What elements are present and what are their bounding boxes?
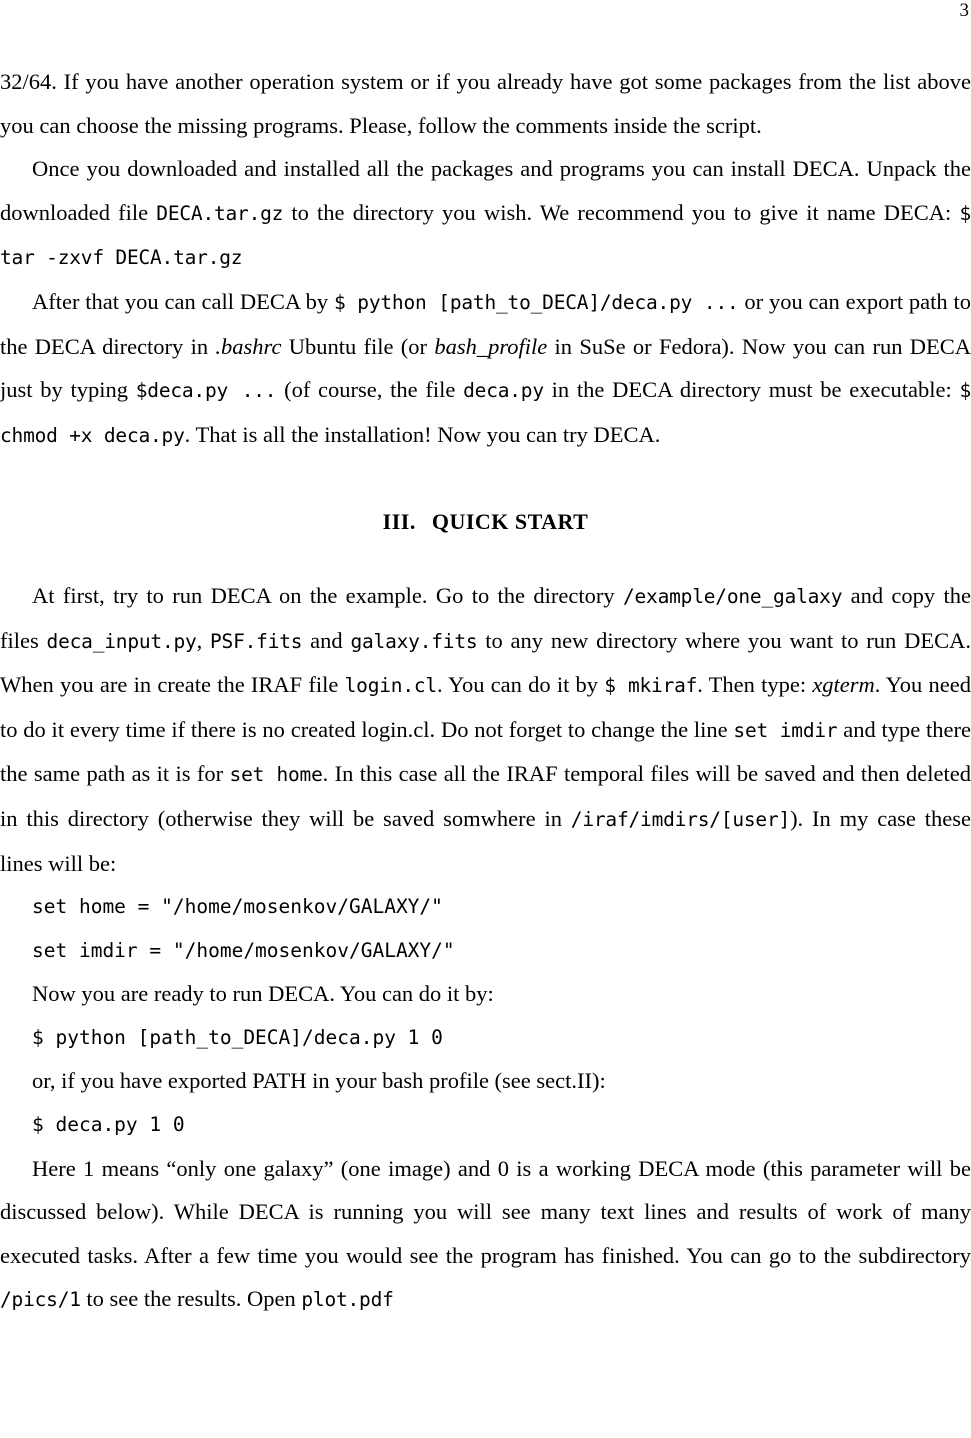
paragraph-run-deca <box>0 280 971 457</box>
text-run: to the directory you wish. We recommend you to give it name DECA: <box>283 199 960 225</box>
text-run: . In this case all the IRAF temporal files will be saved and then deleted in this directory (otherwise they will be saved somwhere in <box>0 761 971 831</box>
paragraph-unpack <box>0 147 971 280</box>
code-line: $ deca.py 1 0 <box>32 1113 185 1137</box>
text-run: . That is all the installation! Now you can try DECA. <box>184 421 661 447</box>
page-number: 3 <box>959 0 969 21</box>
paragraph-example <box>0 574 971 885</box>
code-filename: PSF.fits <box>210 629 303 653</box>
text-run: in SuSe or Fedora). Now you can run DECA just by typing <box>0 333 971 403</box>
code-command: $ python [path_to_DECA]/deca.py ... <box>334 290 739 314</box>
code-path: /pics/1 <box>0 1288 81 1312</box>
text-run: , <box>196 627 211 653</box>
text-run: Here 1 means “only one galaxy” (one image) and 0 is a working DECA mode (this parameter will be discussed below). While DECA is running you will see many text lines and results of work of many executed tasks. After a few time you would see the program has finished. You can go to the subdirectory <box>0 1155 971 1268</box>
text-run: . You can do it by <box>436 672 605 698</box>
text-run: and copy the files <box>0 582 971 653</box>
paragraph-ready <box>0 972 971 1016</box>
text-run: and type there the same path as it is for <box>0 716 971 787</box>
code-filename: galaxy.fits <box>350 629 478 653</box>
text-run: Once you downloaded and installed all the packages and programs you can install DECA. Unpack the downloaded file <box>0 156 971 225</box>
section-title: QUICK START <box>431 509 589 535</box>
code-command: set home <box>229 763 323 787</box>
italic-term: xgterm <box>812 672 875 698</box>
code-filename: plot.pdf <box>301 1288 394 1312</box>
text-run: ). In my case these lines will be: <box>0 805 971 876</box>
text-run: . You need to do it every time if there is no created login.cl. Do not forget to change the line <box>0 672 971 742</box>
italic-term: bash_profile <box>434 333 548 359</box>
code-command: $ mkiraf <box>604 674 698 698</box>
text-run: or, if you have exported PATH in your bash profile (see sect.II): <box>32 1068 606 1094</box>
text-run: in the DECA directory must be executable: <box>543 377 960 403</box>
section-number: III. <box>382 509 416 535</box>
code-path: /example/one_galaxy <box>622 584 843 608</box>
text-run: to see the results. Open <box>80 1286 302 1312</box>
code-command: $ chmod +x deca.py <box>0 379 971 447</box>
text-run: to any new directory where you want to run DECA. When you are in create the IRAF file <box>0 627 971 698</box>
text-run: . Then type: <box>697 672 813 698</box>
code-command: $ tar -zxvf DECA.tar.gz <box>0 201 971 270</box>
italic-term: .bashrc <box>215 333 282 359</box>
text-run: and <box>302 627 351 653</box>
text-run: Now you are ready to run DECA. You can do it by: <box>32 981 494 1007</box>
text-run: Ubuntu file (or <box>281 333 435 359</box>
code-path: /iraf/imdirs/[user] <box>570 807 791 831</box>
text-run: (of course, the file <box>276 377 464 403</box>
code-filename: login.cl <box>344 674 437 698</box>
code-filename: deca_input.py <box>46 629 197 653</box>
code-line: set home = "/home/mosenkov/GALAXY/" <box>32 895 443 919</box>
text-run: 32/64. If you have another operation system or if you already have got some packages from the list above you can choose the missing programs. Please, follow the comments inside the script. <box>0 69 971 138</box>
section-heading <box>0 500 971 544</box>
paragraph-install-options <box>0 60 971 147</box>
body-text <box>0 60 971 1322</box>
code-line: $ python [path_to_DECA]/deca.py 1 0 <box>32 1025 443 1049</box>
code-line: set imdir = "/home/mosenkov/GALAXY/" <box>32 938 455 962</box>
code-command: set imdir <box>733 718 838 742</box>
text-run: At first, try to run DECA on the example. Go to the directory <box>32 582 623 608</box>
paragraph-explanation <box>0 1147 971 1322</box>
paragraph-path-alt <box>0 1059 971 1103</box>
text-run: After that you can call DECA by <box>32 288 335 314</box>
text-run: or you can export path to the DECA directory in <box>0 288 971 359</box>
code-filename: deca.py <box>463 379 544 403</box>
code-command: $deca.py ... <box>135 379 277 403</box>
code-filename: DECA.tar.gz <box>156 201 284 225</box>
